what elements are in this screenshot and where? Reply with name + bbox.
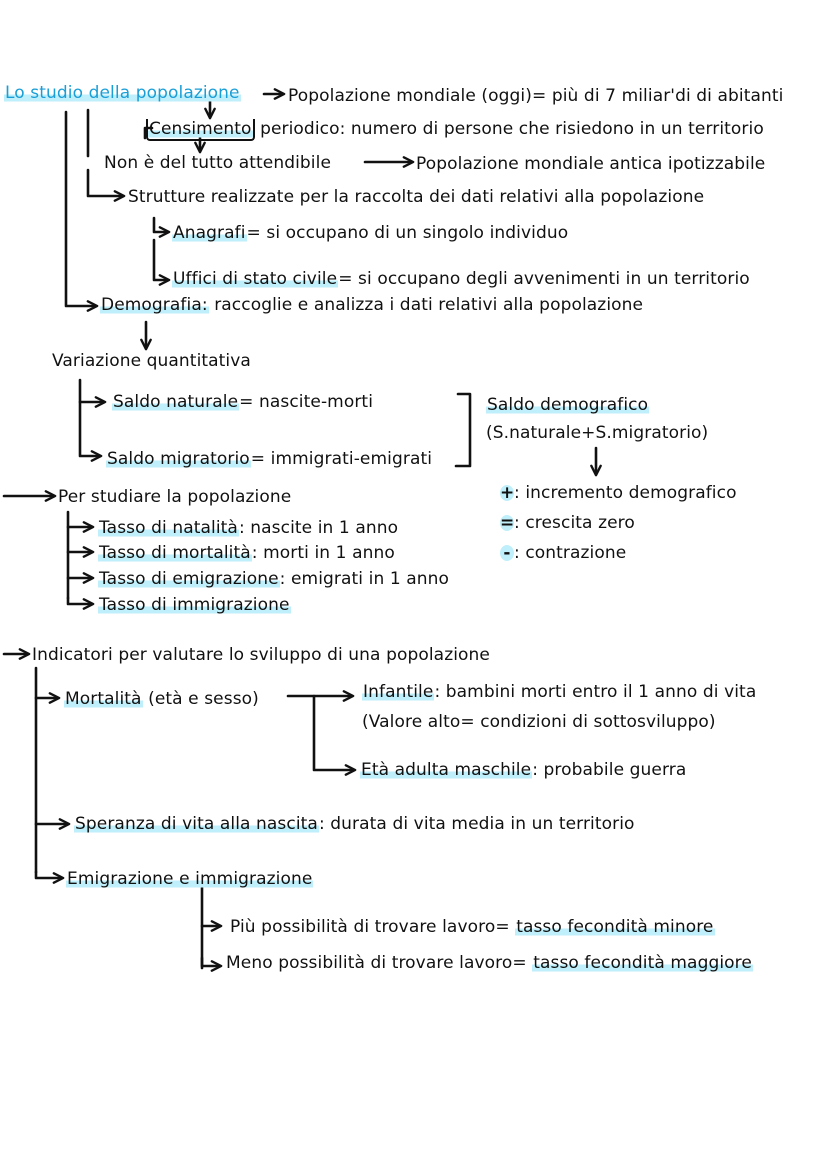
ancient-population: Popolazione mondiale antica ipotizzabile bbox=[416, 154, 766, 174]
life-term: Speranza di vita alla nascita bbox=[75, 814, 318, 834]
more-work-result: tasso fecondità minore bbox=[516, 917, 714, 937]
anagrafi-desc: = si occupano di un singolo individuo bbox=[246, 223, 569, 243]
rate-term: Tasso di natalità bbox=[99, 518, 238, 538]
outcome-plus bbox=[500, 482, 737, 504]
rate-desc: : morti in 1 anno bbox=[251, 543, 395, 563]
life-line bbox=[74, 813, 635, 835]
life-desc: : durata di vita media in un territorio bbox=[318, 814, 635, 834]
infant-note: (Valore alto= condizioni di sottosviluppo) bbox=[362, 712, 716, 732]
world-population: Popolazione mondiale (oggi)= più di 7 miliar'di di abitanti bbox=[288, 86, 784, 106]
less-work-result: tasso fecondità maggiore bbox=[533, 953, 752, 973]
rate-desc: : nascite in 1 anno bbox=[238, 518, 399, 538]
natural-term: Saldo naturale bbox=[113, 392, 239, 412]
census-line bbox=[146, 118, 764, 140]
migration-line bbox=[66, 868, 313, 890]
main-title-text: Lo studio della popolazione bbox=[5, 83, 240, 103]
migratory-line bbox=[106, 448, 432, 470]
rate-natality bbox=[98, 517, 398, 539]
natural-desc: = nascite-morti bbox=[239, 392, 374, 412]
census-desc: periodico: numero di persone che risiedono in un territorio bbox=[260, 119, 764, 139]
demographic-line bbox=[486, 394, 649, 416]
demografia-line bbox=[100, 294, 643, 316]
mortality-term: Mortalità bbox=[65, 689, 142, 709]
outcome-text: : incremento demografico bbox=[514, 483, 737, 503]
census-term: Censimento bbox=[146, 119, 255, 141]
less-work-line bbox=[226, 952, 753, 974]
rate-desc: : emigrati in 1 anno bbox=[279, 569, 450, 589]
demographic-term: Saldo demografico bbox=[487, 395, 649, 415]
infant-desc: : bambini morti entro il 1 anno di vita bbox=[434, 682, 757, 702]
outcome-sign: = bbox=[500, 513, 515, 533]
infant-term: Infantile bbox=[363, 682, 434, 702]
main-title bbox=[4, 82, 241, 104]
infant-line bbox=[362, 681, 756, 703]
indicators-title: Indicatori per valutare lo sviluppo di una popolazione bbox=[32, 645, 490, 665]
adult-term: Età adulta maschile bbox=[361, 760, 532, 780]
rate-immigration bbox=[98, 594, 291, 616]
outcome-equal bbox=[500, 512, 635, 534]
demographic-formula: (S.naturale+S.migratorio) bbox=[486, 423, 709, 443]
adult-desc: : probabile guerra bbox=[532, 760, 687, 780]
migration-term: Emigrazione e immigrazione bbox=[67, 869, 313, 889]
outcome-text: : crescita zero bbox=[514, 513, 635, 533]
less-work-text: Meno possibilità di trovare lavoro= bbox=[226, 953, 533, 973]
migratory-desc: = immigrati-emigrati bbox=[250, 449, 433, 469]
adult-line bbox=[360, 759, 686, 781]
not-reliable: Non è del tutto attendibile bbox=[104, 153, 332, 173]
variation-title: Variazione quantitativa bbox=[52, 351, 251, 371]
rate-term: Tasso di immigrazione bbox=[99, 595, 290, 615]
study-title: Per studiare la popolazione bbox=[58, 487, 292, 507]
natural-line bbox=[112, 391, 373, 413]
uffici-term: Uffici di stato civile bbox=[173, 269, 338, 289]
migratory-term: Saldo migratorio bbox=[107, 449, 250, 469]
uffici-line bbox=[172, 268, 750, 290]
outcome-sign: + bbox=[500, 483, 515, 503]
rate-term: Tasso di emigrazione bbox=[99, 569, 279, 589]
anagrafi-line bbox=[172, 222, 568, 244]
mortality-line bbox=[64, 688, 259, 710]
outcome-sign: - bbox=[500, 545, 514, 561]
uffici-desc: = si occupano degli avvenimenti in un territorio bbox=[338, 269, 750, 289]
more-work-text: Più possibilità di trovare lavoro= bbox=[230, 917, 516, 937]
rate-term: Tasso di mortalità bbox=[99, 543, 251, 563]
mortality-paren: (età e sesso) bbox=[142, 689, 259, 709]
demografia-desc: raccoglie e analizza i dati relativi alla popolazione bbox=[214, 295, 644, 315]
structures: Strutture realizzate per la raccolta dei dati relativi alla popolazione bbox=[128, 187, 705, 207]
anagrafi-term: Anagrafi bbox=[173, 223, 246, 243]
outcome-text: : contrazione bbox=[514, 543, 627, 563]
more-work-line bbox=[230, 916, 715, 938]
rate-mortality bbox=[98, 542, 395, 564]
outcome-minus bbox=[500, 542, 626, 564]
demografia-term: Demografia: bbox=[101, 295, 208, 315]
rate-emigration bbox=[98, 568, 449, 590]
